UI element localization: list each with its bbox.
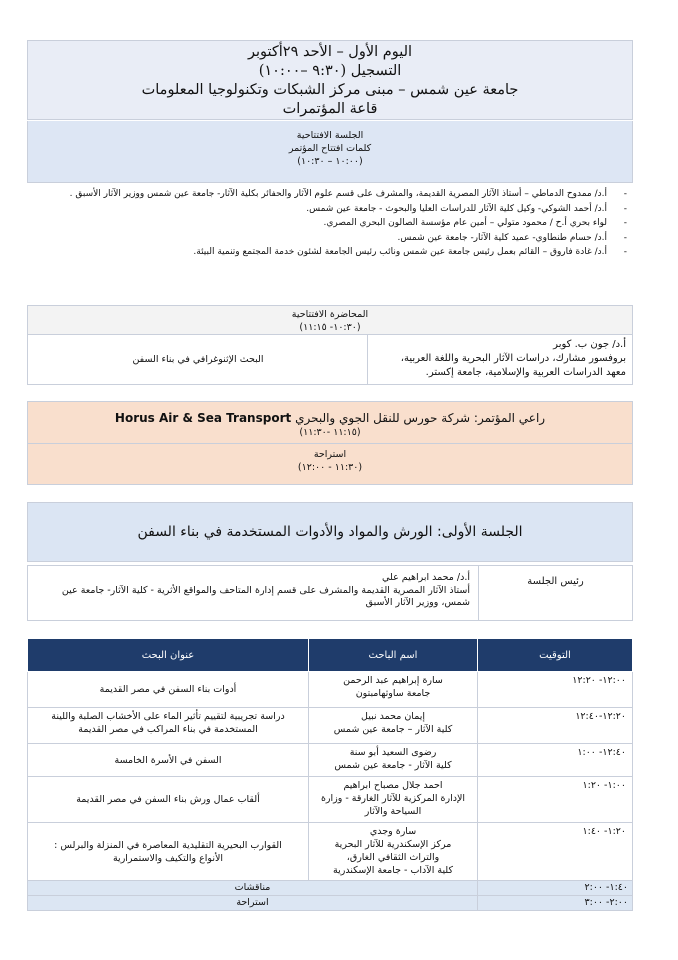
day-header	[27, 40, 633, 120]
row-label: استراحة	[28, 896, 478, 911]
row-time: ١:٠٠- ١:٢٠	[478, 777, 633, 823]
table-row	[28, 823, 633, 881]
researcher-affiliation-line3: كلية الآداب - جامعة الإسكندرية	[333, 865, 453, 876]
break-time: (١١:٣٠ - ١٢:٠٠)	[297, 462, 363, 473]
table-row	[28, 708, 633, 744]
researcher-name: سارة وجدي	[369, 826, 417, 837]
sponsor-time: (١١:١٥ -١١:٣٠)	[299, 427, 361, 438]
sponsor-brand: Horus Air & Sea Transport	[114, 411, 292, 425]
lecture-header	[27, 305, 633, 335]
researcher-affiliation: جامعة ساوثهامبتون	[355, 688, 431, 699]
table-header-row	[28, 639, 633, 672]
opening-time: (١٠:٠٠ – ١٠:٣٠)	[297, 156, 363, 167]
opening-title: الجلسة الافتتاحية	[296, 130, 364, 141]
table-row	[28, 672, 633, 708]
row-time: ٢:٠٠- ٣:٠٠	[478, 896, 633, 911]
row-label: مناقشات	[28, 881, 478, 896]
researcher-affiliation: كلية الآثار - جامعة عين شمس	[334, 760, 452, 771]
paper-title-line2: المستخدمة في بناء المراكب في مصر القديمة	[78, 724, 258, 735]
chair-desc: أستاذ الآثار المصرية القديمة والمشرف على قسم إدارة المتاحف والمواقع الأثرية - كلية الآثار- جامعة عين شمس، ووزير الآثار الأسبق	[61, 584, 470, 608]
lecture-speaker	[367, 335, 632, 384]
lecture-topic: البحث الإثنوغرافي في بناء السفن	[132, 354, 264, 365]
registration-time: التسجيل (٩:٣٠ –١٠:٠٠)	[258, 63, 402, 79]
table-row-break	[28, 896, 633, 911]
paper-title-line2: الأنواع والتكيف والاستمرارية	[112, 852, 224, 864]
lecture-speaker-institute: معهد الدراسات العربية والإسلامية، جامعة إكستر.	[425, 367, 626, 378]
row-title	[28, 744, 309, 777]
day-title: اليوم الأول – الأحد ٢٩أكتوبر	[247, 44, 413, 60]
researcher-affiliation-line2: السياحة والآثار	[364, 806, 422, 817]
sponsor-label: راعي المؤتمر: شركة حورس للنقل الجوي والبحري	[295, 411, 546, 425]
paper-title: السفن في الأسرة الخامسة	[114, 754, 222, 766]
table-row	[28, 777, 633, 823]
session1-title: الجلسة الأولى: الورش والمواد والأدوات المستخدمة في بناء السفن	[27, 502, 633, 562]
row-researcher	[309, 708, 478, 744]
header-title: عنوان البحث	[28, 639, 309, 672]
chair-name: أ.د/ محمد ابراهيم علي	[382, 572, 470, 583]
divider	[28, 443, 632, 444]
researcher-affiliation: كلية الآثار – جامعة عين شمس	[333, 724, 453, 735]
table-row-discussion	[28, 881, 633, 896]
row-researcher	[309, 777, 478, 823]
row-researcher	[309, 823, 478, 881]
paper-title: دراسة تجريبية لتقييم تأثير الماء على الأخشاب الصلبة واللينة	[51, 711, 285, 722]
header-time: التوقيت	[478, 639, 633, 672]
paper-title: القوارب البحيرية التقليدية المعاصرة في المنزلة والبرلس :	[54, 839, 282, 851]
researcher-name: رضوى السعيد أبو سنة	[349, 747, 437, 758]
row-title	[28, 708, 309, 744]
speaker-item: - أ.د/ ممدوح الدماطي – أستاذ الآثار المصرية القديمة، والمشرف على قسم علوم الآثار والحفائر بكلية الآثار- جامعة عين شمس ووزير الآثار الأسبق .	[27, 187, 619, 202]
venue: جامعة عين شمس – مبنى مركز الشبكات وتكنولوجيا المعلومات	[141, 82, 519, 98]
lecture-time: (١٠:٣٠- ١١:١٥)	[299, 322, 361, 333]
schedule-table	[27, 638, 633, 911]
sponsor-block	[27, 401, 633, 485]
table-row	[28, 744, 633, 777]
row-title	[28, 777, 309, 823]
opening-subtitle: كلمات افتتاح المؤتمر	[288, 143, 372, 154]
speaker-item: - أ.د/ غادة فاروق – القائم بعمل رئيس جامعة عين شمس ونائب رئيس الجامعة لشئون خدمة المجتمع وتنمية البيئة.	[27, 245, 619, 260]
paper-title: ألقاب عمال ورش بناء السفن في مصر القديمة	[76, 794, 260, 805]
break-label: استراحة	[313, 449, 347, 460]
researcher-name: سارة إبراهيم عبد الرحمن	[343, 675, 443, 686]
opening-session	[27, 121, 633, 183]
chair-details	[28, 566, 478, 620]
researcher-affiliation-line2: والتراث الثقافي الغارق،	[346, 852, 440, 863]
lecture-speaker-affiliation: بروفسور مشارك، دراسات الآثار البحرية واللغة العربية،	[400, 353, 626, 364]
lecture-title: المحاضرة الافتتاحية	[291, 309, 369, 320]
row-time: ١٢:٠٠- ١٢:٢٠	[478, 672, 633, 708]
lecture-body	[27, 335, 633, 385]
row-title	[28, 672, 309, 708]
row-time: ١:٤٠- ٢:٠٠	[478, 881, 633, 896]
researcher-affiliation: مركز الإسكندرية للآثار البحرية	[334, 839, 452, 850]
row-time: ١:٢٠- ١:٤٠	[478, 823, 633, 881]
researcher-name: إيمان محمد نبيل	[361, 711, 425, 722]
row-researcher	[309, 672, 478, 708]
hall: قاعة المؤتمرات	[282, 101, 378, 117]
chair-label: رئيس الجلسة	[478, 566, 632, 620]
opening-speakers	[27, 187, 633, 287]
speaker-item: - لواء بحري أ.ح / محمود متولي – أمين عام مؤسسة الصالون البحري المصري.	[27, 216, 619, 231]
row-time: ١٢:٢٠-١٢:٤٠	[478, 708, 633, 744]
header-researcher: اسم الباحث	[309, 639, 478, 672]
speaker-item: - أ.د/ حسام طنطاوي- عميد كلية الآثار- جامعة عين شمس.	[27, 231, 619, 246]
row-title	[28, 823, 309, 881]
researcher-name: احمد جلال مصباح ابراهيم	[343, 780, 443, 791]
lecture-speaker-name: أ.د/ جون ب. كوبر	[553, 339, 626, 350]
speaker-item: - أ.د/ أحمد الشوكي- وكيل كلية الآثار للدراسات العليا والبحوث - جامعة عين شمس.	[27, 202, 619, 217]
paper-title: أدوات بناء السفن في مصر القديمة	[99, 684, 237, 695]
researcher-affiliation: الإدارة المركزية للآثار الغارقة - وزارة	[320, 793, 466, 804]
row-researcher	[309, 744, 478, 777]
session-chair	[27, 565, 633, 621]
row-time: ١٢:٤٠- ١:٠٠	[478, 744, 633, 777]
sponsor-line	[28, 402, 632, 426]
